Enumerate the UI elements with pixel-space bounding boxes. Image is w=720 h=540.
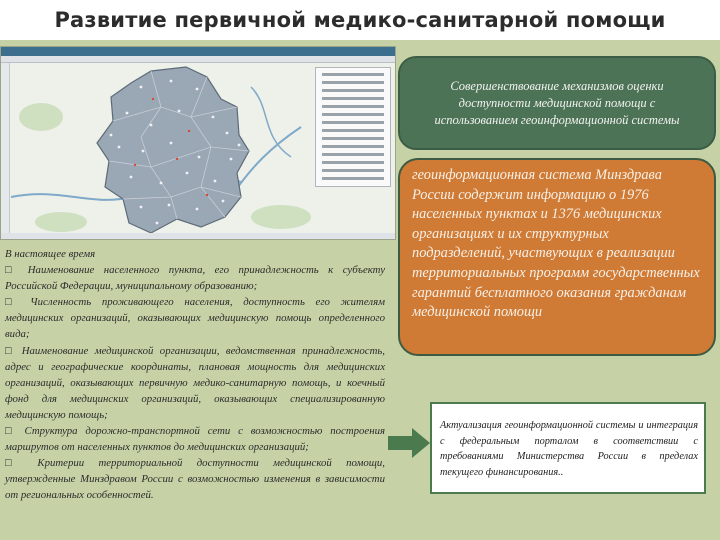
map-layer-panel	[315, 67, 391, 187]
actualization-text: Актуализация геоинформационной системы и интеграция с федеральным порталом в соответствии с требованиями Министерства России в пределах текущего финансирования..	[440, 420, 698, 478]
left-text-item: □ Наименование населенного пункта, его принадлежность к субъекту Российской Федерации, муниципальному образованию;	[5, 264, 385, 293]
left-text-item: □ Численность проживающего населения, доступность его жителям медицинских организаций, оказывающих медицинскую помощь определенного вида;	[5, 296, 385, 341]
left-text-block	[0, 246, 389, 540]
left-text-item: □ Наименование медицинской организации, ведомственная принадлежность, адрес и географические координаты, плановая мощность для медицинских организаций, оказывающих первичную медико-санитарную помощь, и коечный фонд для медицинских организаций, оказывающих специализированную медицинскую помощь;	[5, 344, 385, 421]
gis-info-box	[398, 158, 716, 356]
slide-title: Развитие первичной медико-санитарной помощи	[54, 8, 666, 32]
gis-info-text: геоинформационная система Минздрава России содержит информацию о 1976 населенных пунктах и 1376 медицинских организациях и их структурных подразделений, участвующих в реализации территориальных программ государственных гарантий бесплатного оказания гражданам медицинской помощи	[412, 167, 700, 321]
left-text-item: □ Структура дорожно-транспортной сети с возможностью построения маршрутов от населенных пунктов до медицинских организаций;	[5, 425, 385, 454]
gis-map-screenshot	[0, 46, 396, 240]
map-statusbar	[1, 233, 395, 239]
right-arrow-icon	[386, 426, 432, 460]
actualization-box	[430, 402, 706, 494]
left-text-item: □ Критерии территориальной доступности медицинской помощи, утвержденные Минздравом России с возможностью изменения в зависимости от региональных особенностей.	[5, 457, 385, 502]
improvement-text: Совершенствование механизмов оценки доступности медицинской помощи с использованием геоинформационной системы	[434, 78, 680, 127]
left-text-intro: В настоящее время	[5, 248, 96, 260]
improvement-box	[398, 56, 716, 150]
